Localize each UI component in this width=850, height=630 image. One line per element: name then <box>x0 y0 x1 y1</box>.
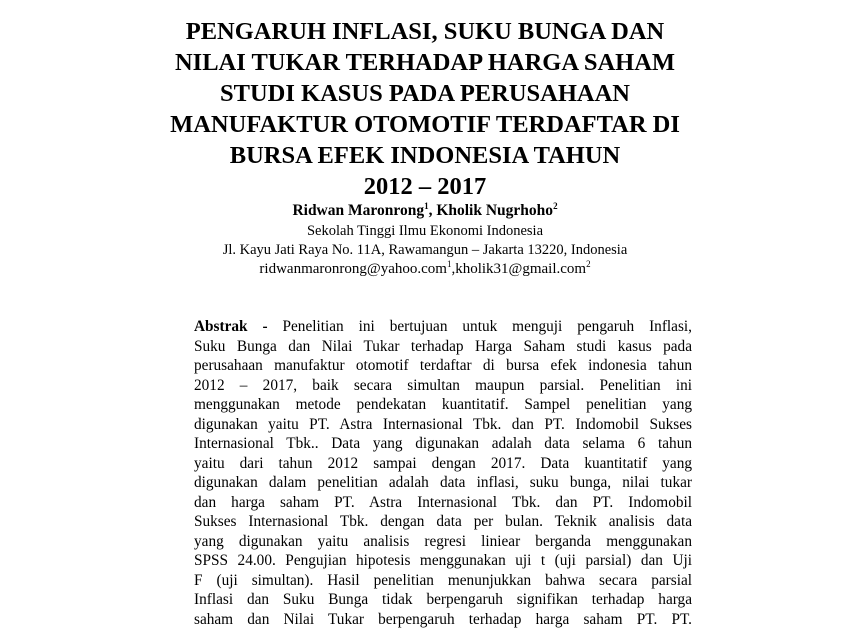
abstract-line: Sukses Internasional Tbk. dengan data per bulan. Teknik analisis data <box>194 513 692 530</box>
title-line: BURSA EFEK INDONESIA TAHUN <box>229 142 621 169</box>
abstract-line: yang digunakan yaitu analisis regresi liniear berganda menggunakan <box>194 532 692 550</box>
abstract-line: Suku Bunga dan Nilai Tukar terhadap Harga Saham studi kasus pada <box>194 337 692 355</box>
email-marker: 2 <box>586 259 591 269</box>
abstract-line: yaitu dari tahun 2012 sampai dengan 2017. Data kuantitatif yang <box>194 454 692 472</box>
author-emails <box>0 259 850 279</box>
abstract-line: digunakan dalam penelitian adalah data inflasi, suku bunga, nilai tukar <box>194 474 692 491</box>
title-line: STUDI KASUS PADA PERUSAHAAN <box>220 80 630 107</box>
institution-address: Jl. Kayu Jati Raya No. 11A, Rawamangun – Jakarta 13220, Indonesia <box>222 242 628 258</box>
abstract-label: Abstrak - <box>194 318 268 335</box>
author-separator: , <box>428 202 437 219</box>
title-line: MANUFAKTUR OTOMOTIF TERDAFTAR DI <box>170 111 680 138</box>
author-name: Kholik Nugrhoho <box>436 202 554 219</box>
abstract-line: dan harga saham PT. Astra Internasional Tbk. dan PT. Indomobil <box>194 493 692 511</box>
author-list <box>0 201 850 221</box>
abstract-line <box>194 317 692 337</box>
abstract-text: Penelitian ini bertujuan untuk menguji pengaruh Inflasi, <box>267 318 692 335</box>
abstract-line: perusahaan manufaktur otomotif terdaftar di bursa efek indonesia tahun <box>194 357 692 374</box>
title-line: 2012 – 2017 <box>363 173 487 200</box>
abstract-body <box>194 317 692 629</box>
author-name: Ridwan Maronrong <box>292 202 425 219</box>
abstract-line: menggunakan metode pendekatan kuantitatif. Sampel penelitian yang <box>194 396 692 413</box>
abstract-line: Inflasi dan Suku Bunga tidak berpengaruh signifikan terhadap harga <box>194 591 692 608</box>
abstract-line: digunakan yaitu PT. Astra Internasional Tbk. dan PT. Indomobil Sukses <box>194 415 692 433</box>
paper-title <box>0 16 850 202</box>
title-line: PENGARUH INFLASI, SUKU BUNGA DAN <box>185 18 665 45</box>
abstract-line: F (uji simultan). Hasil penelitian menunjukkan bahwa secara parsial <box>194 571 692 589</box>
institution: Sekolah Tinggi Ilmu Ekonomi Indonesia <box>306 223 544 239</box>
author-affiliation-marker: 2 <box>553 200 558 211</box>
email-link[interactable]: ,kholik31@gmail.com <box>451 261 587 277</box>
abstract-line: 2012 – 2017, baik secara simultan maupun parsial. Penelitian ini <box>194 376 692 394</box>
title-line: NILAI TUKAR TERHADAP HARGA SAHAM <box>174 49 676 76</box>
abstract-line: SPSS 24.00. Pengujian hipotesis menggunakan uji t (uji parsial) dan Uji <box>194 552 692 569</box>
abstract-line: saham dan Nilai Tukar berpengaruh terhadap harga saham PT. PT. <box>194 610 692 628</box>
abstract-line: Internasional Tbk.. Data yang digunakan adalah data selama 6 tahun <box>194 435 692 452</box>
author-affiliation-marker: 1 <box>424 200 429 211</box>
email-marker: 1 <box>446 259 452 269</box>
email-link[interactable]: ridwanmaronrong@yahoo.com <box>259 261 447 277</box>
